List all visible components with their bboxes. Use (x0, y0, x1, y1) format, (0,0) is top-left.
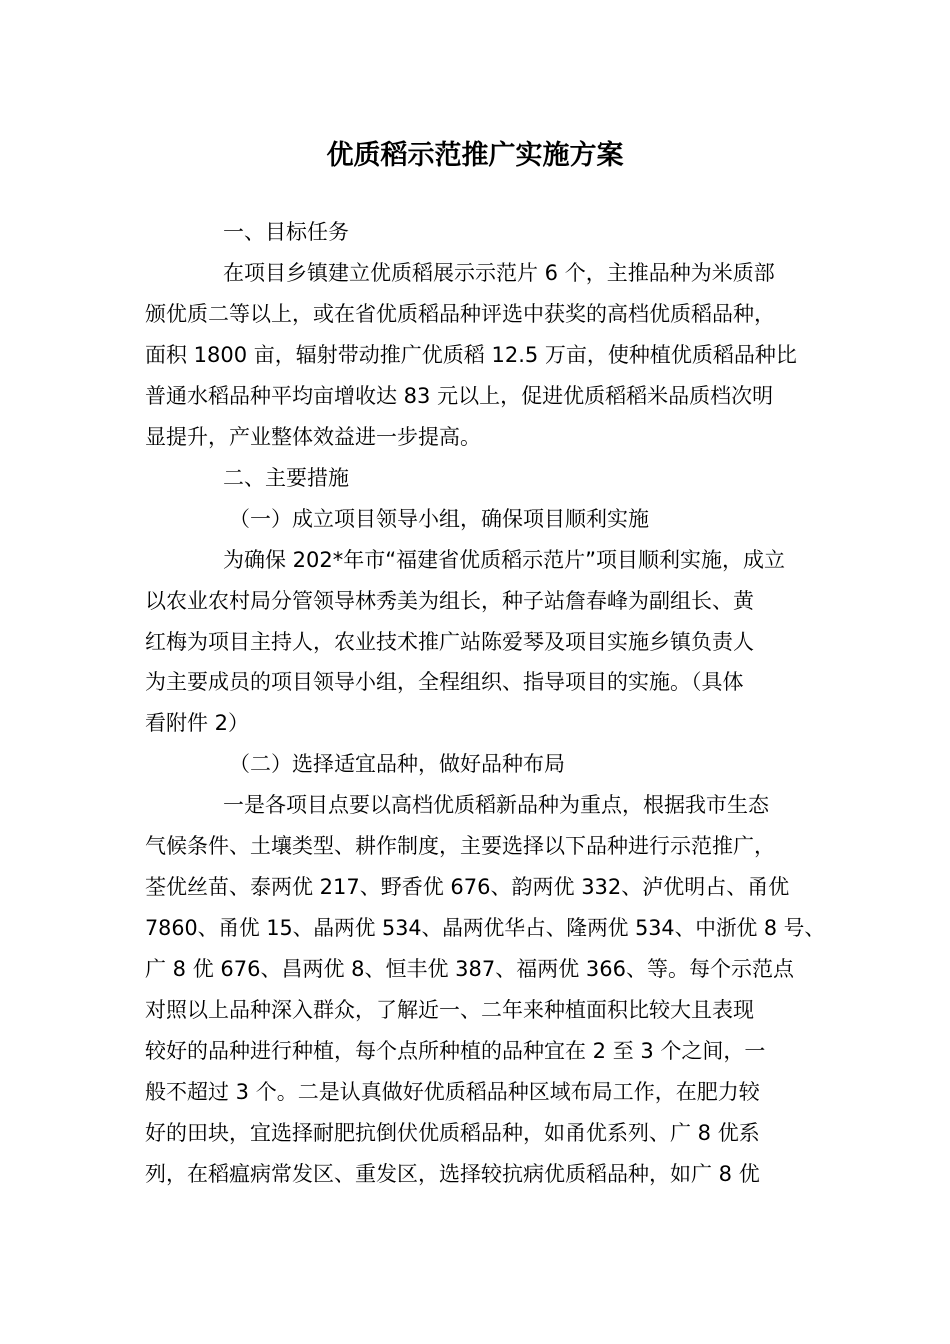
paragraph-line: 为确保 202*年市“福建省优质稻示范片”项目顺利实施，成立 (223, 548, 786, 572)
paragraph-line: 列，在稻瘟病常发区、重发区，选择较抗病优质稻品种，如广 8 优 (145, 1162, 760, 1186)
heading-measures: 二、主要措施 (223, 466, 349, 490)
heading-goals: 一、目标任务 (223, 220, 349, 244)
paragraph-line: 显提升，产业整体效益进一步提高。 (145, 425, 481, 449)
subheading-varieties: （二）选择适宜品种，做好品种布局 (229, 752, 565, 776)
subheading-leadership: （一）成立项目领导小组，确保项目顺利实施 (229, 507, 649, 531)
paragraph-line: 好的田块，宜选择耐肥抗倒伏优质稻品种，如甬优系列、广 8 优系 (145, 1121, 760, 1145)
paragraph-line: 对照以上品种深入群众，了解近一、二年来种植面积比较大且表现 (145, 998, 754, 1022)
paragraph-line: 以农业农村局分管领导林秀美为组长，种子站詹春峰为副组长、黄 (145, 589, 754, 613)
paragraph-line: 为主要成员的项目领导小组，全程组织、指导项目的实施。（具体 (145, 670, 744, 694)
paragraph-line: 气候条件、土壤类型、耕作制度，主要选择以下品种进行示范推广， (145, 834, 775, 858)
paragraph-line: 看附件 2） (145, 711, 250, 735)
paragraph-line: 广 8 优 676、昌两优 8、恒丰优 387、福两优 366、等。每个示范点 (145, 957, 795, 981)
paragraph-line: 红梅为项目主持人，农业技术推广站陈爱琴及项目实施乡镇负责人 (145, 630, 754, 654)
paragraph-line: 般不超过 3 个。二是认真做好优质稻品种区域布局工作，在肥力较 (145, 1080, 760, 1104)
paragraph-line: 荃优丝苗、泰两优 217、野香优 676、韵两优 332、泸优明占、甬优 (145, 875, 790, 899)
paragraph-line: 普通水稻品种平均亩增收达 83 元以上，促进优质稻稻米品质档次明 (145, 384, 774, 408)
document-title: 优质稻示范推广实施方案 (326, 140, 624, 171)
paragraph-line: 一是各项目点要以高档优质稻新品种为重点，根据我市生态 (223, 793, 769, 817)
paragraph-line: 在项目乡镇建立优质稻展示示范片 6 个，主推品种为米质部 (223, 261, 775, 285)
paragraph-line: 面积 1800 亩，辐射带动推广优质稻 12.5 万亩，使种植优质稻品种比 (145, 343, 797, 367)
paragraph-line: 较好的品种进行种植，每个点所种植的品种宜在 2 至 3 个之间，一 (145, 1039, 766, 1063)
paragraph-line: 7860、甬优 15、晶两优 534、晶两优华占、隆两优 534、中浙优 8 号、 (145, 916, 826, 940)
paragraph-line: 颁优质二等以上，或在省优质稻品种评选中获奖的高档优质稻品种， (145, 302, 775, 326)
